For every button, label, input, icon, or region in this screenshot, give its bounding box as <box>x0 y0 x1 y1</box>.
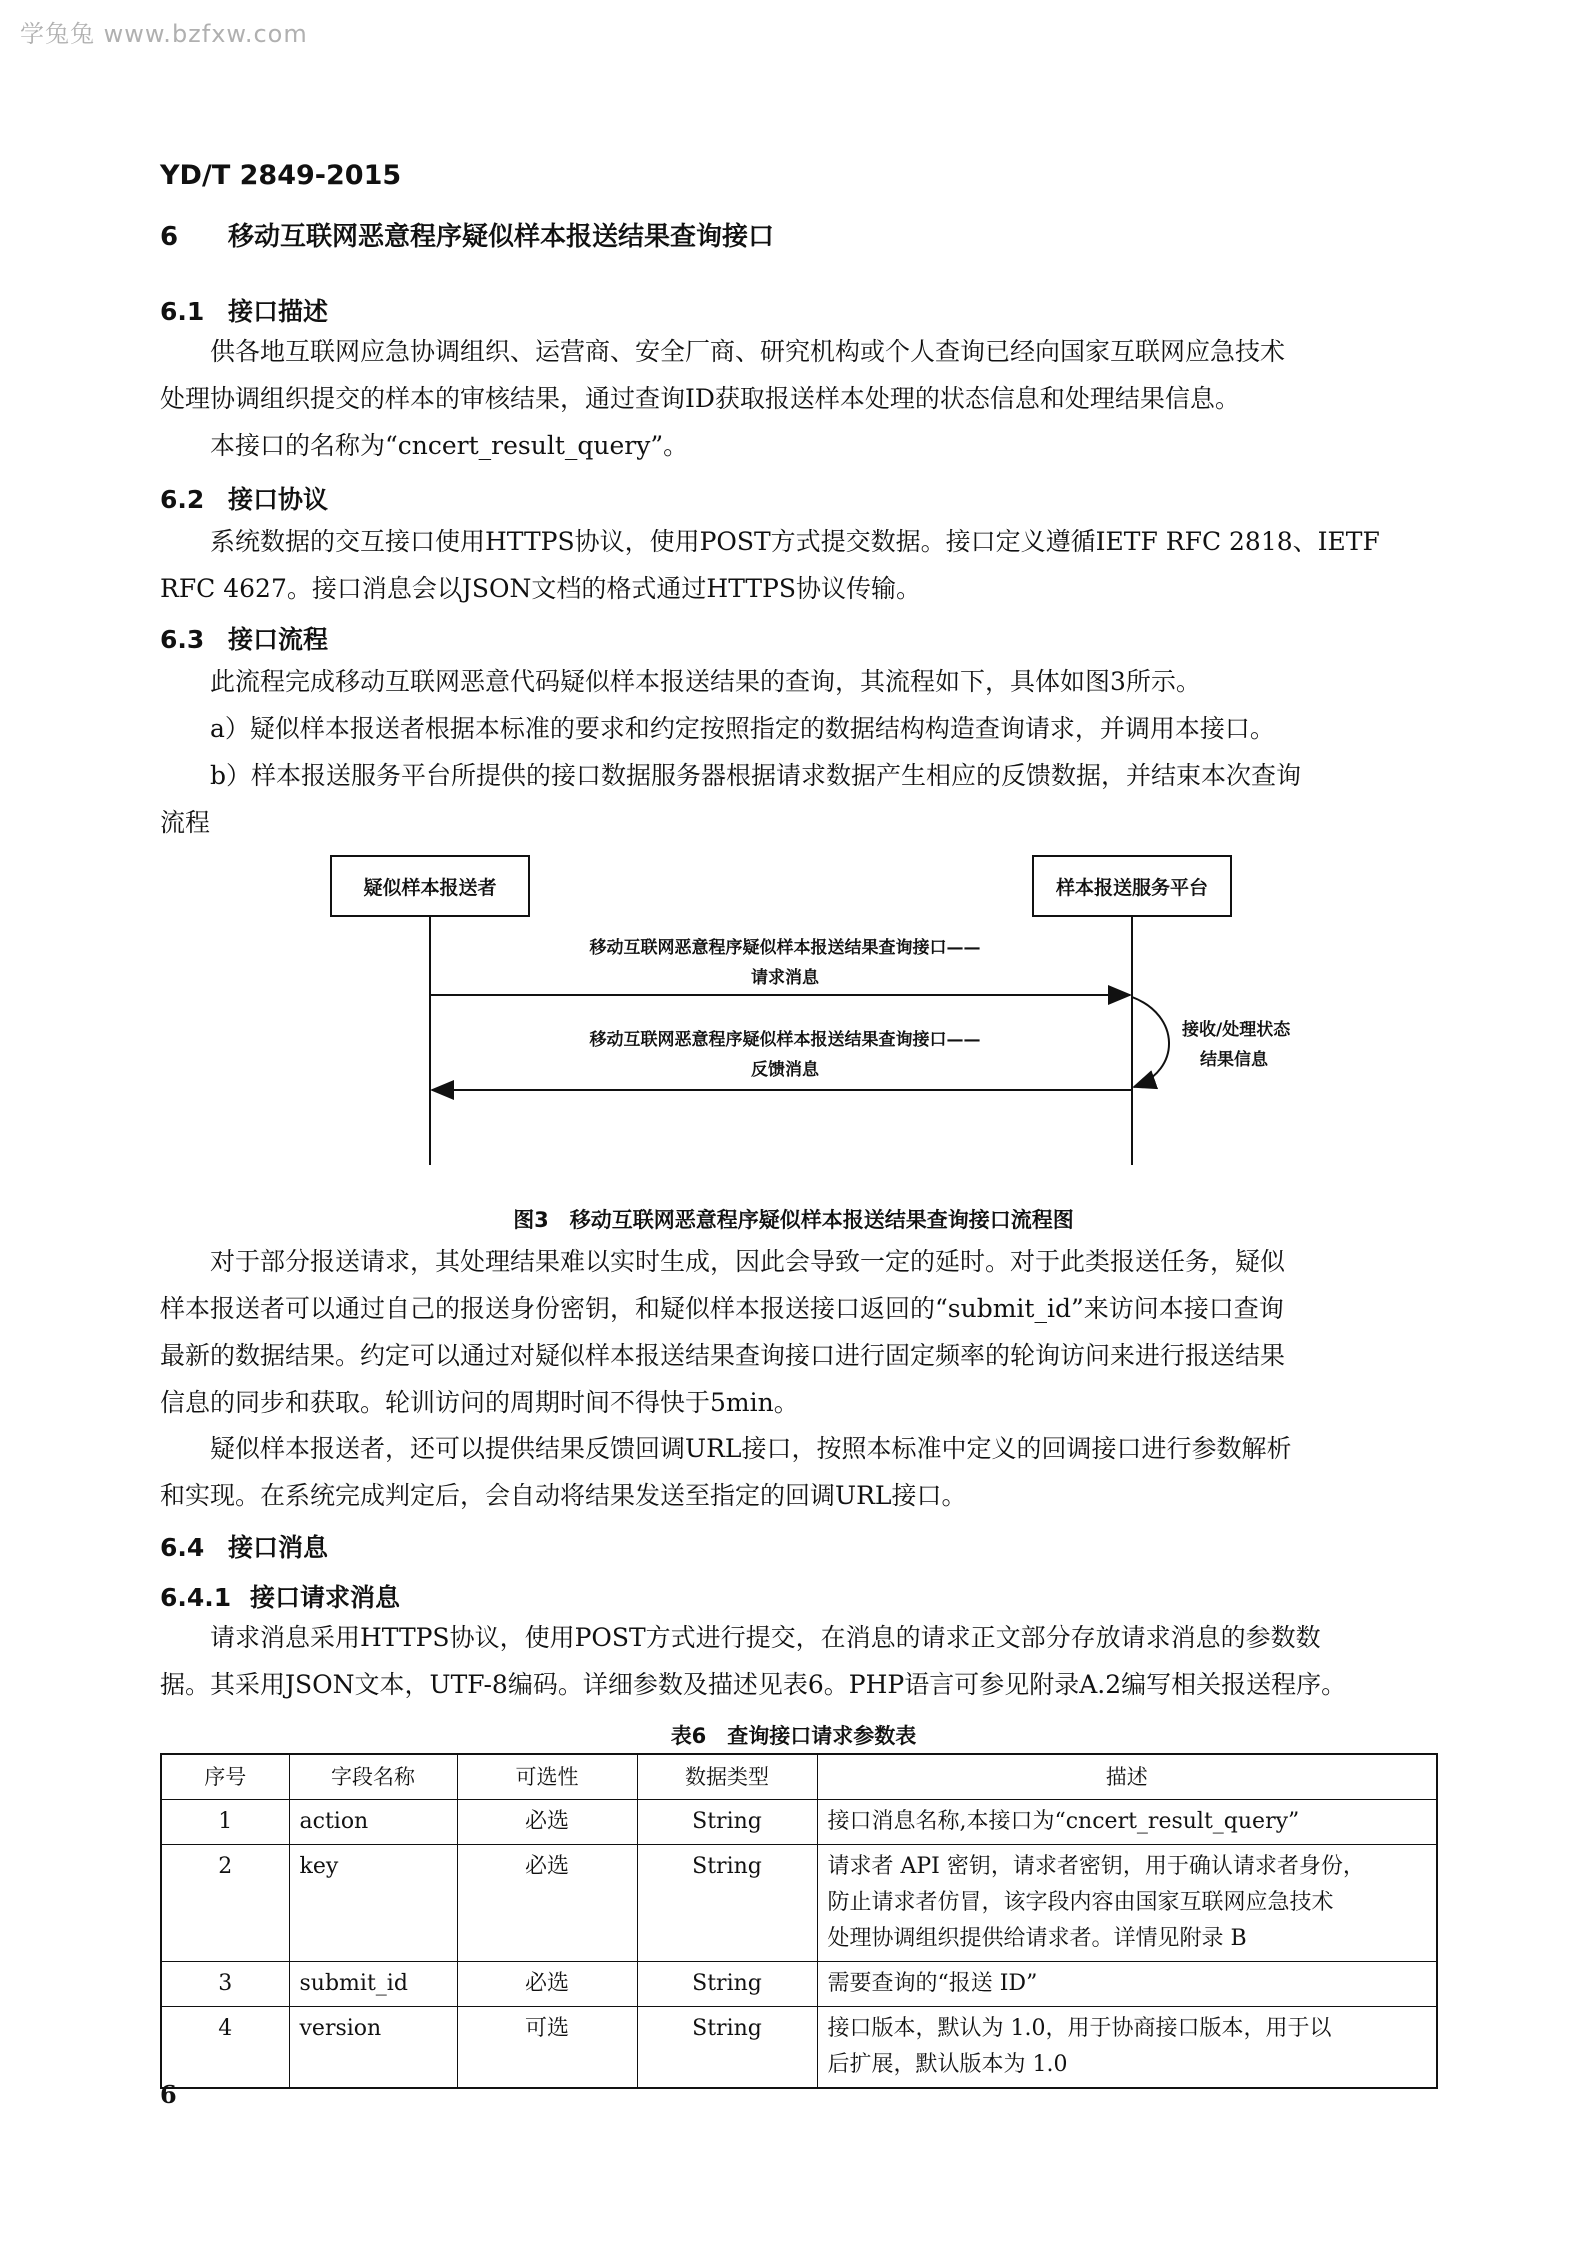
watermark: 学兔兔 www.bzfxw.com <box>20 20 308 48</box>
desc-line: 后扩展，默认版本为 1.0 <box>827 2052 1068 2077</box>
cell-desc <box>817 2007 1437 2089</box>
section-title: 接口描述 <box>228 297 329 326</box>
text-line: 和实现。在系统完成判定后，会自动将结果发送至指定的回调URL接口。 <box>160 1481 967 1510</box>
table-header-row <box>161 1754 1437 1800</box>
section-6-2-heading <box>160 480 328 516</box>
cell-field: action <box>289 1800 457 1845</box>
page-number: 6 <box>160 2080 177 2109</box>
text-line: 最新的数据结果。约定可以通过对疑似样本报送结果查询接口进行固定频率的轮询访问来进行报送结果 <box>160 1341 1286 1370</box>
header-optional: 可选性 <box>457 1754 637 1800</box>
desc-line: 请求者 API 密钥，请求者密钥，用于确认请求者身份， <box>827 1854 1365 1879</box>
text-line: 对于部分报送请求，其处理结果难以实时生成，因此会导致一定的延时。对于此类报送任务，疑似 <box>210 1247 1286 1276</box>
desc-line: 接口消息名称,本接口为“cncert_result_query” <box>827 1809 1300 1834</box>
table-row <box>161 1800 1437 1845</box>
cell-optional: 必选 <box>457 1845 637 1962</box>
cell-desc <box>817 1845 1437 1962</box>
text-line: 本接口的名称为“cncert_result_query”。 <box>210 431 689 460</box>
section-number: 6.1 <box>160 297 205 326</box>
request-parameter-table <box>160 1753 1438 2089</box>
document-number: YD/T 2849-2015 <box>160 160 402 191</box>
text-line: RFC 4627。接口消息会以JSON文档的格式通过HTTPS协议传输。 <box>160 574 921 603</box>
cell-no: 4 <box>161 2007 289 2089</box>
cell-desc <box>817 1962 1437 2007</box>
label-line: 移动互联网恶意程序疑似样本报送结果查询接口—— <box>589 938 981 958</box>
label-line: 结果信息 <box>1200 1050 1268 1070</box>
label-line: 移动互联网恶意程序疑似样本报送结果查询接口—— <box>589 1030 981 1050</box>
section-number: 6.3 <box>160 625 205 654</box>
cell-type: String <box>637 1800 817 1845</box>
diagram-lines <box>320 855 1320 1175</box>
header-field: 字段名称 <box>289 1754 457 1800</box>
desc-line: 防止请求者仿冒，该字段内容由国家互联网应急技术 <box>827 1890 1334 1915</box>
table-row <box>161 2007 1437 2089</box>
cell-type: String <box>637 2007 817 2089</box>
paragraph-polling <box>160 1238 1430 1426</box>
table-row <box>161 1962 1437 2007</box>
cell-no: 1 <box>161 1800 289 1845</box>
label-line: 反馈消息 <box>751 1060 819 1080</box>
request-message-label <box>460 933 1110 993</box>
label-line: 请求消息 <box>751 968 819 988</box>
table-row <box>161 1845 1437 1962</box>
section-6-4-heading <box>160 1528 328 1564</box>
text-line: 处理协调组织提交的样本的审核结果，通过查询ID获取报送样本处理的状态信息和处理结果信息。 <box>160 384 1240 413</box>
self-process-arrow <box>1132 997 1169 1087</box>
text-line: 信息的同步和获取。轮训访问的周期时间不得快于5min。 <box>160 1388 799 1417</box>
section-number: 6.4.1 <box>160 1583 232 1612</box>
header-desc: 描述 <box>817 1754 1437 1800</box>
section-number: 6.2 <box>160 485 205 514</box>
sequence-diagram <box>320 855 1320 1175</box>
table-caption: 表6 查询接口请求参数表 <box>670 1724 917 1748</box>
cell-optional: 必选 <box>457 1962 637 2007</box>
text-line: 样本报送者可以通过自己的报送身份密钥，和疑似样本报送接口返回的“submit_id”来访问本接口查询 <box>160 1294 1284 1323</box>
text-line: 供各地互联网应急协调组织、运营商、安全厂商、研究机构或个人查询已经向国家互联网应急技术 <box>210 337 1286 366</box>
header-type: 数据类型 <box>637 1754 817 1800</box>
self-note-label <box>1182 1015 1320 1075</box>
section-title: 接口消息 <box>228 1533 329 1562</box>
response-message-label <box>460 1025 1110 1085</box>
list-item-b: b）样本报送服务平台所提供的接口数据服务器根据请求数据产生相应的反馈数据，并结束本次查询 <box>210 761 1302 790</box>
text-line: 系统数据的交互接口使用HTTPS协议，使用POST方式提交数据。接口定义遵循IETF RFC 2818、IETF <box>210 527 1380 556</box>
paragraph-6-4-1 <box>160 1614 1430 1708</box>
cell-no: 3 <box>161 1962 289 2007</box>
text-line: 流程 <box>160 808 211 837</box>
paragraph-6-2 <box>160 518 1430 612</box>
desc-line: 需要查询的“报送 ID” <box>827 1971 1038 1996</box>
text-line: 据。其采用JSON文本，UTF-8编码。详细参数及描述见表6。PHP语言可参见附录A.2编写相关报送程序。 <box>160 1670 1347 1699</box>
cell-field: submit_id <box>289 1962 457 2007</box>
header-no: 序号 <box>161 1754 289 1800</box>
section-number: 6.4 <box>160 1533 205 1562</box>
actor-label: 样本报送服务平台 <box>1055 876 1208 899</box>
label-line: 接收/处理状态 <box>1182 1020 1291 1040</box>
cell-field: version <box>289 2007 457 2089</box>
list-item-a: a）疑似样本报送者根据本标准的要求和约定按照指定的数据结构构造查询请求，并调用本接口。 <box>210 714 1275 743</box>
section-title: 移动互联网恶意程序疑似样本报送结果查询接口 <box>228 222 775 252</box>
desc-line: 接口版本，默认为 1.0，用于协商接口版本，用于以 <box>827 2016 1332 2041</box>
cell-optional: 必选 <box>457 1800 637 1845</box>
section-number: 6 <box>160 222 179 252</box>
section-6-4-1-heading <box>160 1578 400 1614</box>
cell-field: key <box>289 1845 457 1962</box>
paragraph-6-3 <box>160 658 1430 846</box>
cell-type: String <box>637 1845 817 1962</box>
paragraph-callback <box>160 1425 1430 1519</box>
section-6-1-heading <box>160 292 328 328</box>
cell-type: String <box>637 1962 817 2007</box>
paragraph-6-1 <box>160 328 1430 469</box>
section-title: 接口请求消息 <box>250 1583 401 1612</box>
section-title: 接口协议 <box>228 485 329 514</box>
text-line: 请求消息采用HTTPS协议，使用POST方式进行提交，在消息的请求正文部分存放请求消息的参数数 <box>210 1623 1321 1652</box>
text-line: 此流程完成移动互联网恶意代码疑似样本报送结果的查询，其流程如下，具体如图3所示。 <box>210 667 1201 696</box>
section-title: 接口流程 <box>228 625 329 654</box>
cell-no: 2 <box>161 1845 289 1962</box>
text-line: 疑似样本报送者，还可以提供结果反馈回调URL接口，按照本标准中定义的回调接口进行参数解析 <box>210 1434 1292 1463</box>
figure-caption: 图3 移动互联网恶意程序疑似样本报送结果查询接口流程图 <box>513 1208 1074 1232</box>
section-6-3-heading <box>160 620 328 656</box>
desc-line: 处理协调组织提供给请求者。详情见附录 B <box>827 1926 1247 1951</box>
actor-label: 疑似样本报送者 <box>363 876 497 899</box>
cell-desc <box>817 1800 1437 1845</box>
cell-optional: 可选 <box>457 2007 637 2089</box>
section-6-heading <box>160 216 774 253</box>
